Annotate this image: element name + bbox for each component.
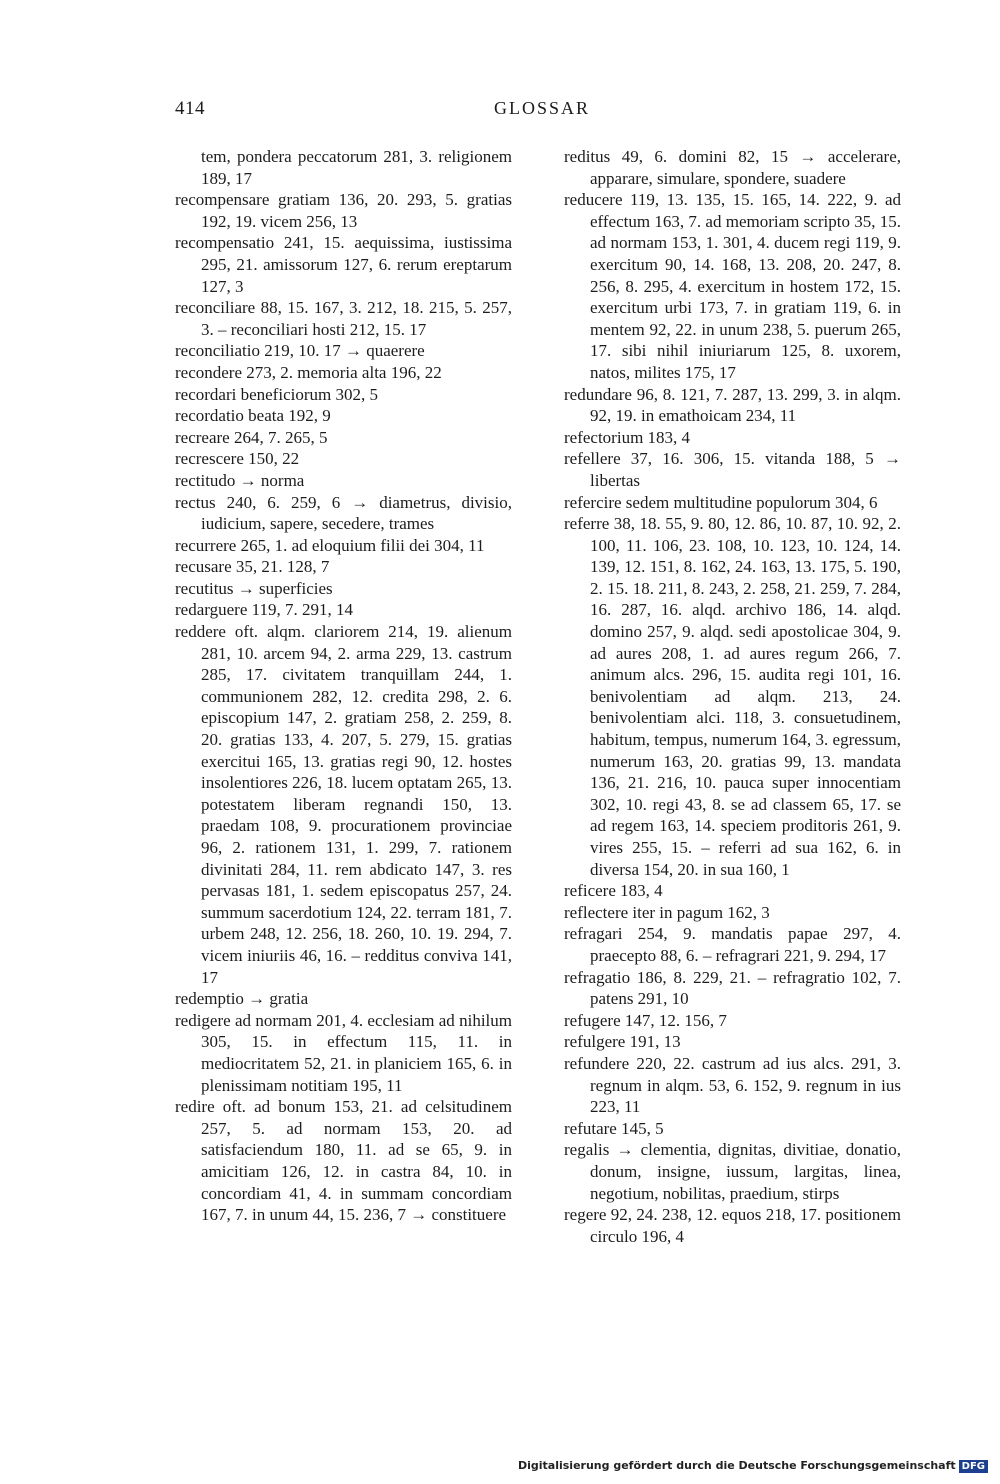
running-head: GLOSSAR xyxy=(494,98,591,118)
glossary-entry: redarguere 119, 7. 291, 14 xyxy=(175,600,353,620)
glossary-entry: refragari 254, 9. mandatis papae 297, 4. praecepto 88, 6. – refragrari 221, 9. 294, 17 xyxy=(564,924,901,965)
glossary-entry: recurrere 265, 1. ad eloquium filii dei 304, 11 xyxy=(175,535,485,555)
glossary-entry: recompensatio 241, 15. aequissima, iustissima 295, 21. amissorum 127, 6. rerum ereptarum 127, 3 xyxy=(175,233,512,296)
left-column xyxy=(175,146,512,1226)
glossary-entry: recreare 264, 7. 265, 5 xyxy=(175,427,328,447)
glossary-entry: refercire sedem multitudine populorum 304, 6 xyxy=(564,492,878,512)
glossary-entry: refugere 147, 12. 156, 7 xyxy=(564,1010,727,1030)
glossary-entry: recordatio beata 192, 9 xyxy=(175,406,331,426)
glossary-entry: refulgere 191, 13 xyxy=(564,1032,681,1052)
glossary-entry: reflectere iter in pagum 162, 3 xyxy=(564,902,770,922)
glossary-entry: redigere ad normam 201, 4. ecclesiam ad nihilum 305, 15. in effectum 115, 11. in mediocritatem 52, 21. in planiciem 165, 6. in plenissimam notitiam 195, 11 xyxy=(175,1010,512,1095)
page-number: 414 xyxy=(175,98,205,119)
glossary-entry: recutitus → superficies xyxy=(175,578,333,598)
glossary-entry: rectus 240, 6. 259, 6 → diametrus, divisio, iudicium, sapere, secedere, trames xyxy=(175,492,512,534)
glossary-entry: reddere oft. alqm. clariorem 214, 19. alienum 281, 10. arcem 94, 2. arma 229, 13. castrum 285, 17. civitatem tranquillam 244, 1. communionem 282, 12. credita 298, 2. 6. episcopium 147, 2. gratiam 258, 2. 259, 8. 20. gratias 133, 4. 207, 5. 279, 15. gratias exercitui 165, 13. gratias regi 90, 12. hostes insolentiores 226, 18. lucem optatam 265, 13. potestatem liberam regnandi 150, 13. praedam 108, 9. procurationem provinciae 96, 2. rationem 131, 1. 299, 7. rationem divinitati 284, 11. rem abdicato 147, 3. res pervasas 181, 1. sedem episcopatus 257, 24. summum sacerdotium 124, 22. terram 181, 7. urbem 248, 12. 256, 18. 260, 10. 19. 294, 7. vicem iniuriis 46, 16. – redditus conviva 141, 17 xyxy=(175,622,512,987)
glossary-entry: refundere 220, 22. castrum ad ius alcs. 291, 3. regnum in alqm. 53, 6. 152, 9. regnum in ius 223, 11 xyxy=(564,1053,901,1117)
glossary-entry: refragatio 186, 8. 229, 21. – refragratio 102, 7. patens 291, 10 xyxy=(564,967,901,1009)
funding-credit xyxy=(518,1459,988,1473)
glossary-entry: refutare 145, 5 xyxy=(564,1118,664,1138)
glossary-entry: redemptio → gratia xyxy=(175,989,309,1009)
glossary-entry: rectitudo → norma xyxy=(175,470,305,490)
glossary-entry: recrescere 150, 22 xyxy=(175,449,300,469)
right-column xyxy=(564,146,901,1247)
glossary-entry: regalis → clementia, dignitas, divitiae, donatio, donum, insigne, iussum, largitas, linea, negotium, nobilitas, praedium, stirps xyxy=(564,1140,901,1203)
glossary-entry: recusare 35, 21. 128, 7 xyxy=(175,557,330,577)
glossary-entry: redire oft. ad bonum 153, 21. ad celsitudinem 257, 5. ad normam 153, 20. ad satisfaciendum 180, 11. ad se 65, 9. in amicitiam 126, 12. in castra 84, 10. in concordiam 41, 4. in summam concordiam 167, 7. in unum 44, 15. 236, 7 → constituere xyxy=(175,1097,512,1225)
glossary-entry: redundare 96, 8. 121, 7. 287, 13. 299, 3. in alqm. 92, 19. in emathoicam 234, 11 xyxy=(564,384,901,426)
glossary-entry: reditus 49, 6. domini 82, 15 → accelerare, apparare, simulare, spondere, suadere xyxy=(564,147,901,188)
glossary-entry: reducere 119, 13. 135, 15. 165, 14. 222, 9. ad effectum 163, 7. ad memoriam scripto 35, 15. ad normam 153, 1. 301, 4. ducem regi 119, 9. exercitum 90, 14. 168, 13. 208, 20. 247, 8. 256, 8. 295, 4. exercitum in hostem 172, 15. exercitum urbi 173, 7. in gratiam 119, 6. in mentem 92, 22. in unum 238, 5. puerum 265, 17. sibi nihil iniuriarum 125, 8. uxorem, natos, milites 175, 17 xyxy=(564,190,901,382)
glossary-entry: referre 38, 18. 55, 9. 80, 12. 86, 10. 87, 10. 92, 2. 100, 11. 106, 23. 108, 10. 123, 10. 124, 14. 139, 12. 151, 8. 162, 24. 163, 13. 175, 5. 190, 2. 15. 18. 211, 8. 243, 2. 258, 21. 259, 7. 284, 16. 287, 16. alqd. archivo 186, 14. alqd. domino 257, 9. alqd. sedi apostolicae 304, 9. ad aures 208, 1. ad aures regum 266, 7. animum alcs. 296, 15. audita regi 101, 16. benivolentiam ad alqm. 213, 24. benivolentiam alci. 118, 3. consuetudinem, habitum, tempus, numerum 164, 3. egressum, numerum 163, 20. gratias 99, 13. mandata 136, 21. 216, 10. pauca super innocentiam 302, 10. regi 43, 8. se ad classem 65, 17. se ad regem 163, 14. speciem proditoris 261, 9. vires 255, 15. – referri ad sua 162, 6. in diversa 154, 20. in sua 160, 1 xyxy=(564,514,901,879)
glossary-entry: recondere 273, 2. memoria alta 196, 22 xyxy=(175,362,442,382)
glossary-entry: tem, pondera peccatorum 281, 3. religionem 189, 17 xyxy=(201,147,512,188)
glossary-entry: recompensare gratiam 136, 20. 293, 5. gratias 192, 19. vicem 256, 13 xyxy=(175,190,512,231)
dfg-logo: DFG xyxy=(959,1460,988,1473)
glossary-entry: reconciliatio 219, 10. 17 → quaerere xyxy=(175,341,425,361)
glossary-entry: recordari beneficiorum 302, 5 xyxy=(175,384,378,404)
glossary-entry: reficere 183, 4 xyxy=(564,881,663,901)
glossary-entry: regere 92, 24. 238, 12. equos 218, 17. positionem circulo 196, 4 xyxy=(564,1205,901,1246)
glossary-entry: refellere 37, 16. 306, 15. vitanda 188, 5 → libertas xyxy=(564,449,901,490)
glossary-entry: refectorium 183, 4 xyxy=(564,427,691,447)
funding-credit-text: Digitalisierung gefördert durch die Deutsche Forschungsgemeinschaft xyxy=(517,1459,956,1472)
glossary-entry: reconciliare 88, 15. 167, 3. 212, 18. 215, 5. 257, 3. – reconciliari hosti 212, 15. 17 xyxy=(175,298,512,339)
